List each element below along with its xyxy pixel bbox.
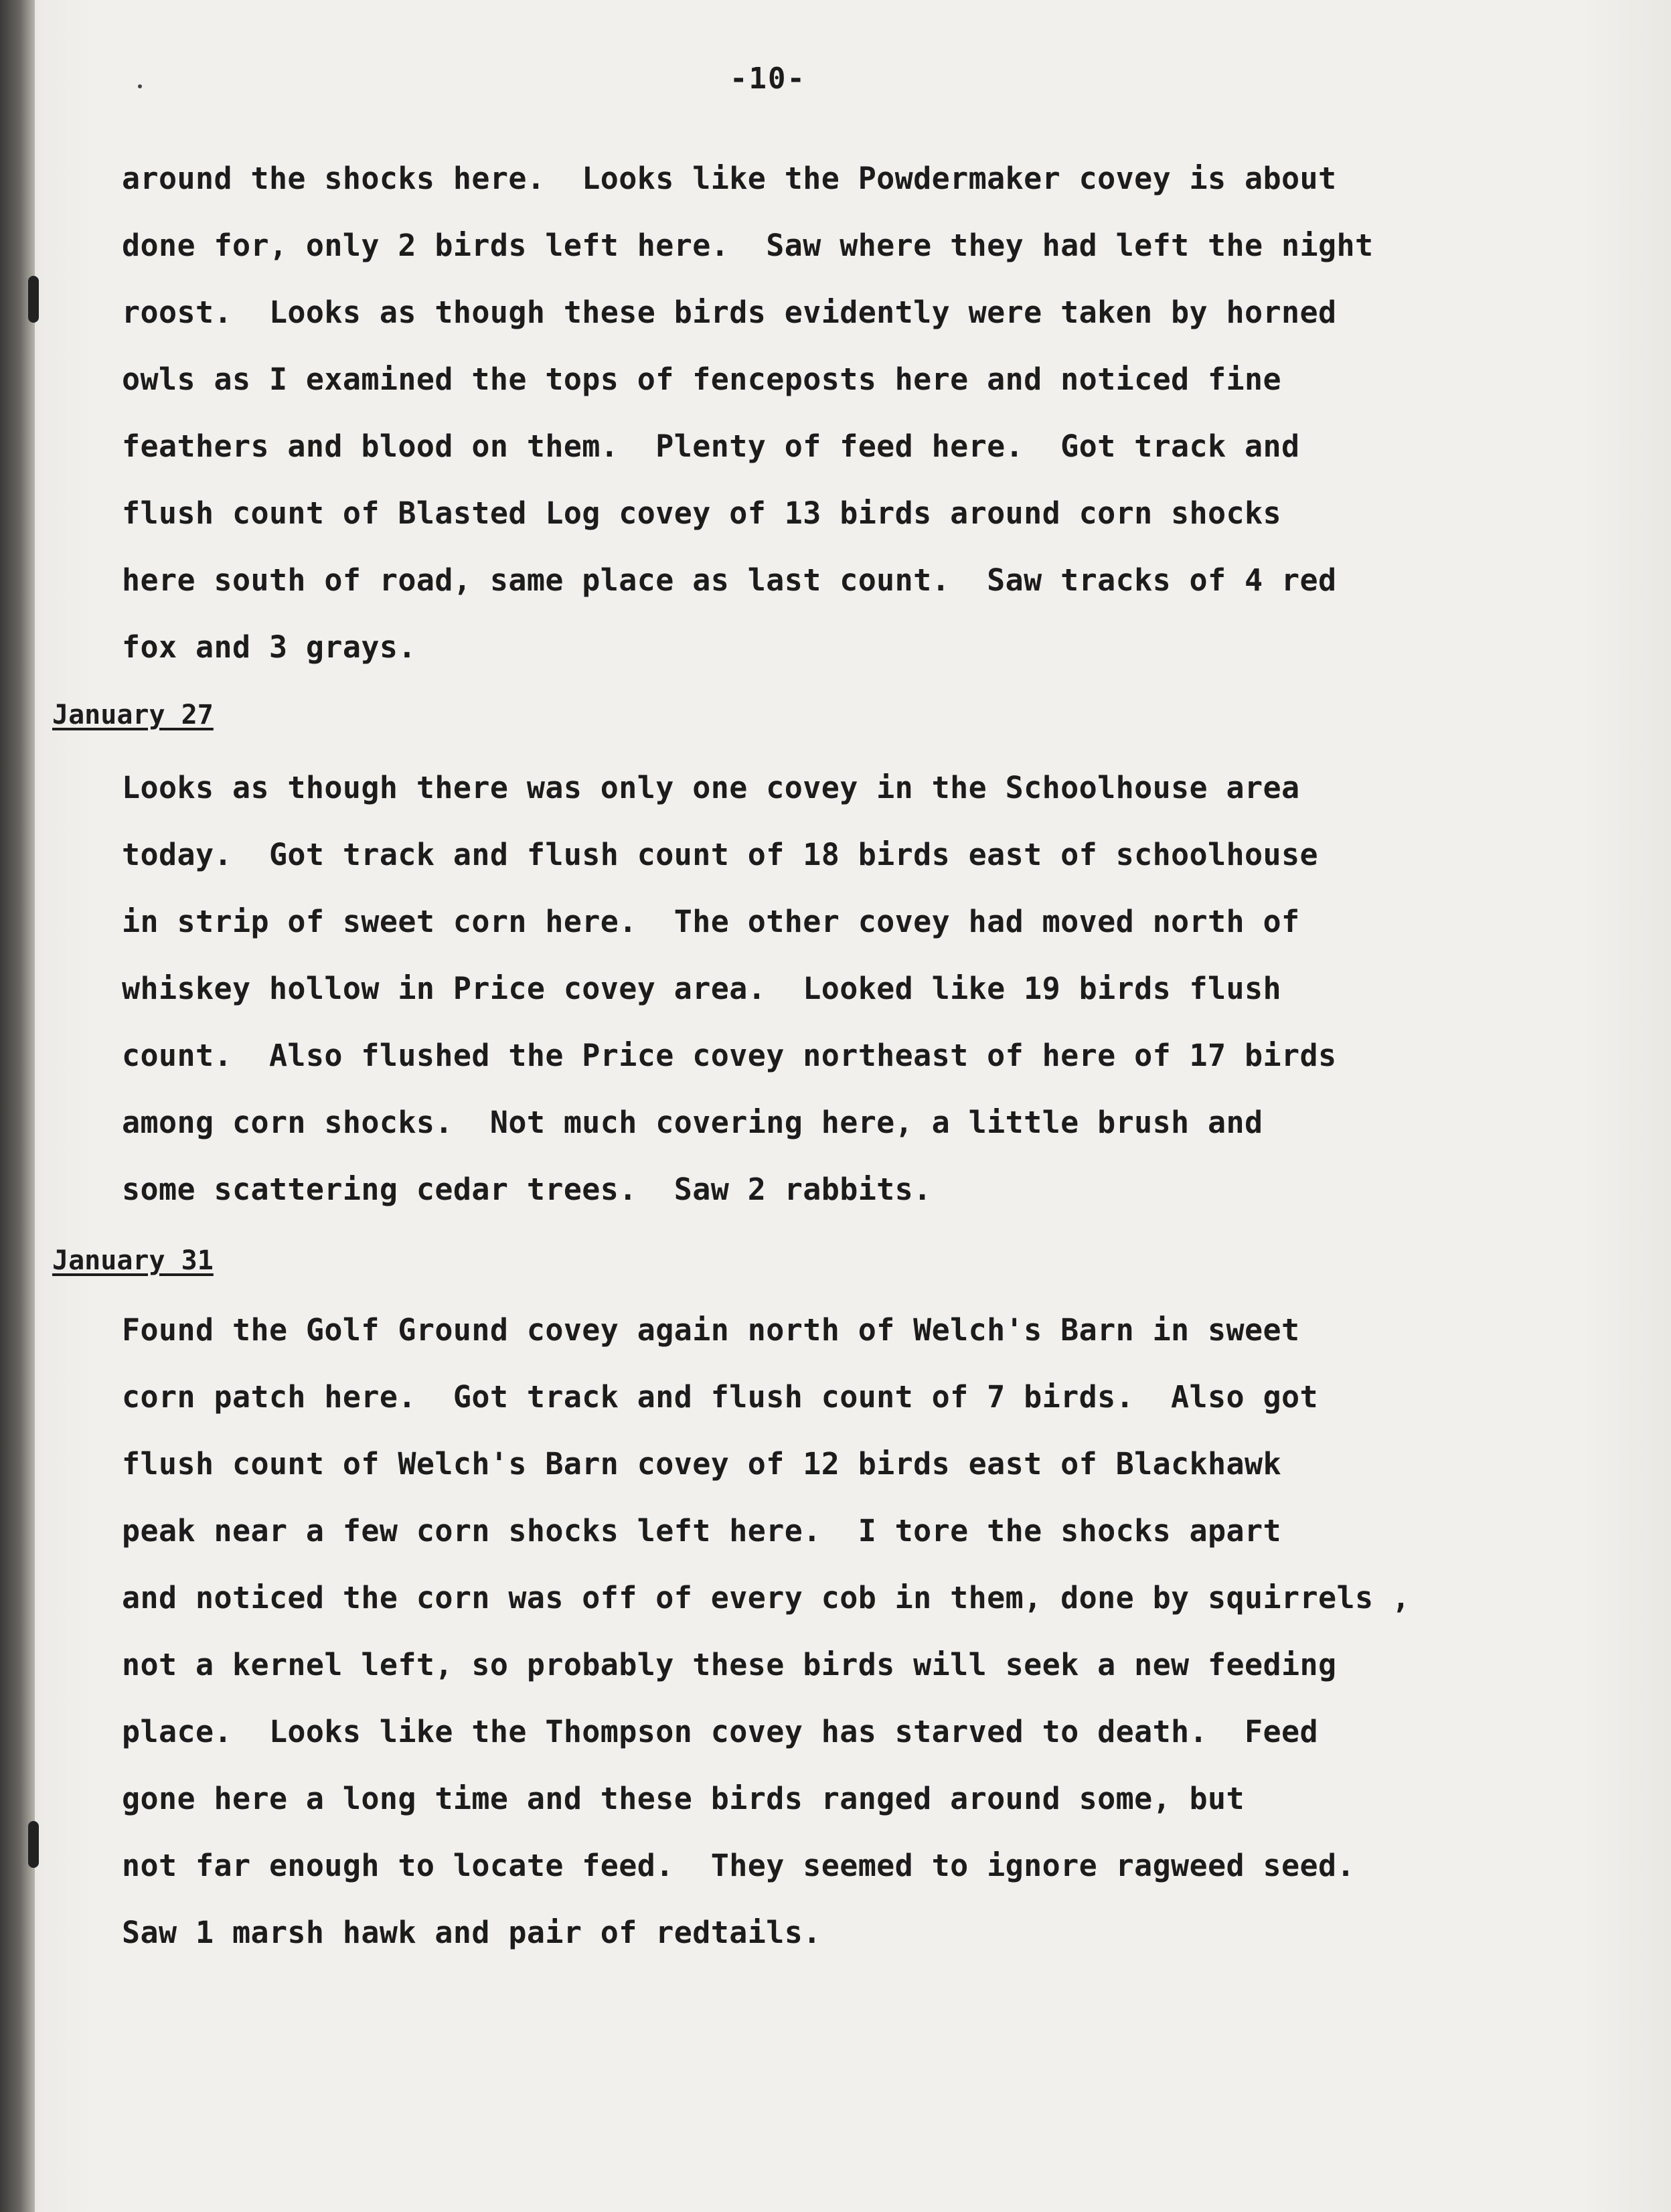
text-line: some scattering cedar trees. Saw 2 rabbits. (122, 1172, 932, 1207)
text-line: place. Looks like the Thompson covey has starved to death. Feed (122, 1714, 1318, 1749)
text-line: Found the Golf Ground covey again north of Welch's Barn in sweet (122, 1312, 1300, 1348)
binder-ring (28, 1821, 39, 1868)
binder-ring (28, 276, 39, 323)
text-line: and noticed the corn was off of every cob in them, done by squirrels , (122, 1580, 1411, 1615)
text-line: flush count of Welch's Barn covey of 12 birds east of Blackhawk (122, 1446, 1282, 1482)
date-heading: January 27 (52, 700, 214, 730)
text-line: today. Got track and flush count of 18 birds east of schoolhouse (122, 837, 1318, 872)
text-line: feathers and blood on them. Plenty of feed here. Got track and (122, 428, 1300, 464)
page-number: -10- (730, 62, 806, 96)
text-line: among corn shocks. Not much covering here, a little brush and (122, 1105, 1263, 1140)
text-line: Looks as though there was only one covey in the Schoolhouse area (122, 770, 1300, 805)
text-line: in strip of sweet corn here. The other covey had moved north of (122, 904, 1300, 939)
text-line: gone here a long time and these birds ranged around some, but (122, 1781, 1245, 1816)
text-line: fox and 3 grays. (122, 629, 416, 665)
text-line: done for, only 2 birds left here. Saw where they had left the night (122, 228, 1374, 263)
text-line: not far enough to locate feed. They seemed to ignore ragweed seed. (122, 1848, 1355, 1883)
text-line: peak near a few corn shocks left here. I tore the shocks apart (122, 1513, 1282, 1549)
text-line: whiskey hollow in Price covey area. Looked like 19 birds flush (122, 971, 1282, 1006)
date-heading: January 31 (52, 1245, 214, 1276)
text-line: flush count of Blasted Log covey of 13 birds around corn shocks (122, 495, 1282, 531)
text-line: not a kernel left, so probably these birds will seek a new feeding (122, 1647, 1337, 1682)
binding-edge (0, 0, 35, 2212)
stray-mark (138, 84, 142, 88)
text-line: count. Also flushed the Price covey northeast of here of 17 birds (122, 1038, 1337, 1073)
text-line: Saw 1 marsh hawk and pair of redtails. (122, 1915, 821, 1950)
text-line: corn patch here. Got track and flush count of 7 birds. Also got (122, 1379, 1318, 1415)
text-line: around the shocks here. Looks like the Powdermaker covey is about (122, 161, 1337, 196)
text-line: owls as I examined the tops of fenceposts here and noticed fine (122, 362, 1282, 397)
text-line: here south of road, same place as last count. Saw tracks of 4 red (122, 562, 1337, 598)
text-line: roost. Looks as though these birds evidently were taken by horned (122, 295, 1337, 330)
